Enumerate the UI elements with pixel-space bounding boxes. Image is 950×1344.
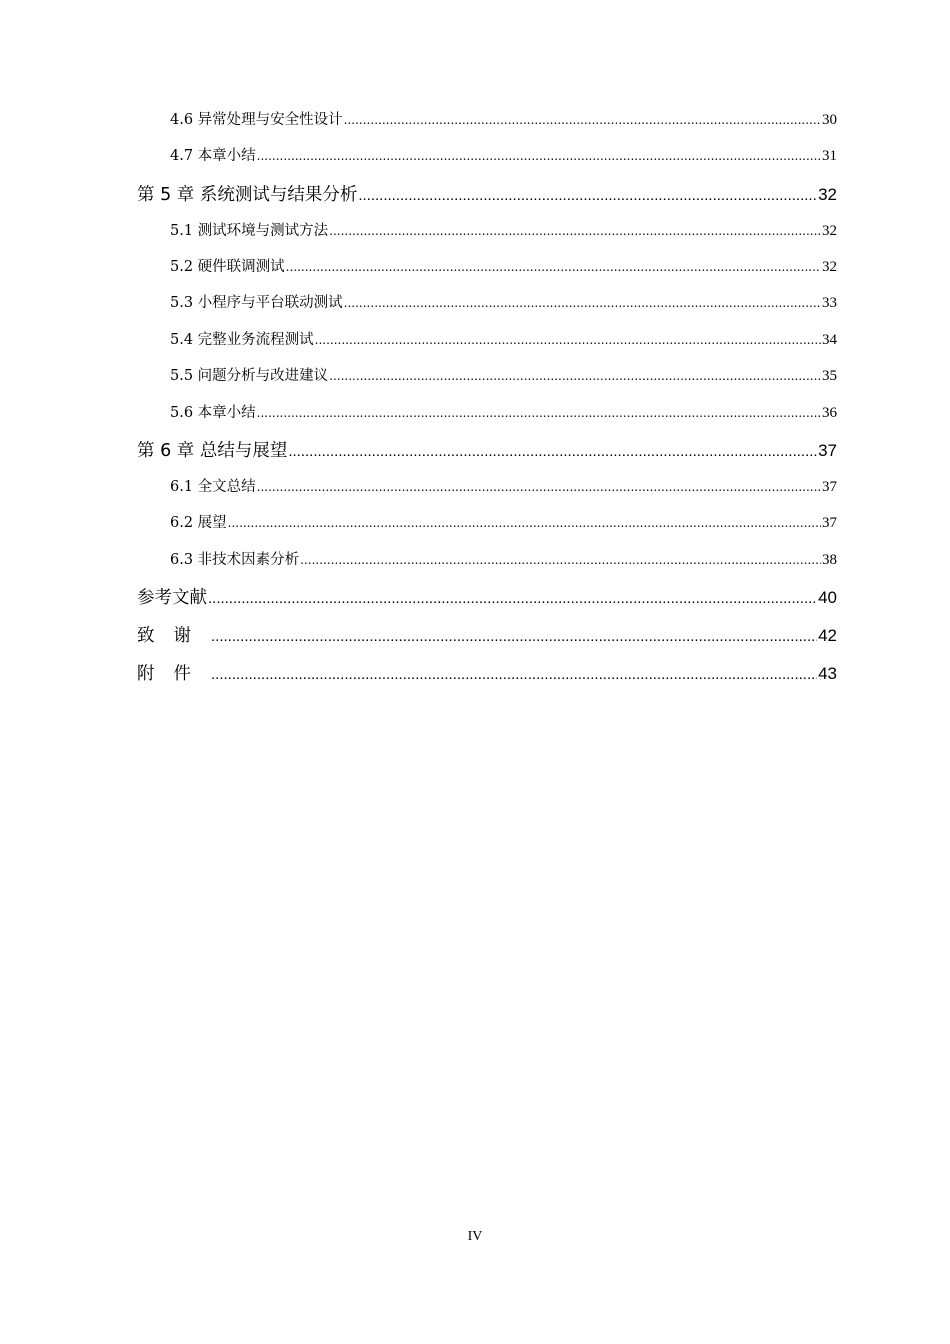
toc-entry-4-6[interactable] — [137, 108, 837, 144]
toc-entry-label: 6.3 非技术因素分析 — [170, 551, 300, 568]
toc-dot-leader — [344, 296, 821, 310]
toc-entry-page: 42 — [818, 625, 837, 645]
toc-entry-5-4[interactable] — [137, 328, 837, 364]
toc-entry-5-6[interactable] — [137, 401, 837, 437]
toc-entry-page: 43 — [818, 663, 837, 683]
toc-entry-5-3[interactable] — [137, 291, 837, 327]
toc-entry-label: 6.1 全文总结 — [170, 478, 256, 495]
toc-entry-label: 第 5 章 系统测试与结果分析 — [137, 184, 358, 205]
toc-entry-page: 38 — [822, 551, 837, 568]
toc-entry-6-3[interactable] — [137, 548, 837, 584]
toc-entry-page: 37 — [822, 515, 837, 532]
toc-entry-page: 32 — [818, 184, 837, 204]
toc-dot-leader — [211, 628, 817, 645]
toc-dot-leader — [257, 480, 821, 494]
toc-entry-page: 35 — [822, 368, 837, 385]
toc-dot-leader — [228, 516, 821, 530]
toc-entry-page: 32 — [822, 222, 837, 239]
toc-entry-5-1[interactable] — [137, 219, 837, 255]
toc-dot-leader — [344, 113, 821, 127]
toc-entry-label: 6.2 展望 — [170, 515, 227, 532]
toc-dot-leader — [208, 590, 817, 607]
toc-entry-page: 37 — [818, 441, 837, 461]
toc-dot-leader — [257, 149, 821, 163]
toc-entry-page: 37 — [822, 478, 837, 495]
toc-entry-6-1[interactable] — [137, 475, 837, 511]
toc-entry-label: 4.7 本章小结 — [170, 148, 256, 165]
toc-entry-label: 5.5 问题分析与改进建议 — [170, 368, 329, 385]
toc-entry-page: 34 — [822, 331, 837, 348]
toc-dot-leader — [288, 443, 817, 460]
toc-entry-page: 30 — [822, 112, 837, 128]
toc-entry-label: 致谢 — [137, 625, 210, 646]
toc-dot-leader — [300, 553, 821, 567]
toc-entry-page: 36 — [822, 404, 837, 421]
toc-entry-label: 5.1 测试环境与测试方法 — [170, 222, 329, 239]
toc-entry-label: 5.4 完整业务流程测试 — [170, 331, 314, 348]
toc-entry-6-2[interactable] — [137, 511, 837, 547]
toc-entry-chapter-5[interactable] — [137, 181, 837, 219]
toc-entry-chapter-6[interactable] — [137, 437, 837, 475]
toc-dot-leader — [257, 406, 821, 420]
toc-entry-label: 参考文献 — [137, 588, 207, 609]
toc-entry-page: 32 — [822, 259, 837, 276]
toc-entry-4-7[interactable] — [137, 144, 837, 180]
toc-entry-label: 5.6 本章小结 — [170, 404, 256, 421]
toc-dot-leader — [315, 333, 821, 347]
toc-entry-appendix[interactable] — [137, 660, 837, 698]
toc-entry-5-5[interactable] — [137, 364, 837, 400]
toc-entry-page: 40 — [818, 588, 837, 608]
toc-entry-label: 5.2 硬件联调测试 — [170, 259, 285, 276]
table-of-contents — [137, 108, 837, 698]
toc-entry-page: 31 — [822, 148, 837, 165]
toc-entry-acknowledgements[interactable] — [137, 622, 837, 660]
toc-entry-5-2[interactable] — [137, 255, 837, 291]
toc-entry-label: 4.6 异常处理与安全性设计 — [170, 112, 343, 128]
toc-entry-references[interactable] — [137, 584, 837, 622]
toc-dot-leader — [211, 666, 817, 683]
toc-entry-label: 5.3 小程序与平台联动测试 — [170, 295, 343, 312]
toc-entry-label: 第 6 章 总结与展望 — [137, 441, 288, 462]
toc-dot-leader — [329, 224, 821, 238]
toc-dot-leader — [329, 369, 821, 383]
toc-dot-leader — [286, 260, 821, 274]
toc-entry-label: 附件 — [137, 663, 210, 684]
toc-dot-leader — [358, 187, 817, 204]
toc-entry-page: 33 — [822, 295, 837, 312]
page-number: IV — [467, 1229, 483, 1244]
